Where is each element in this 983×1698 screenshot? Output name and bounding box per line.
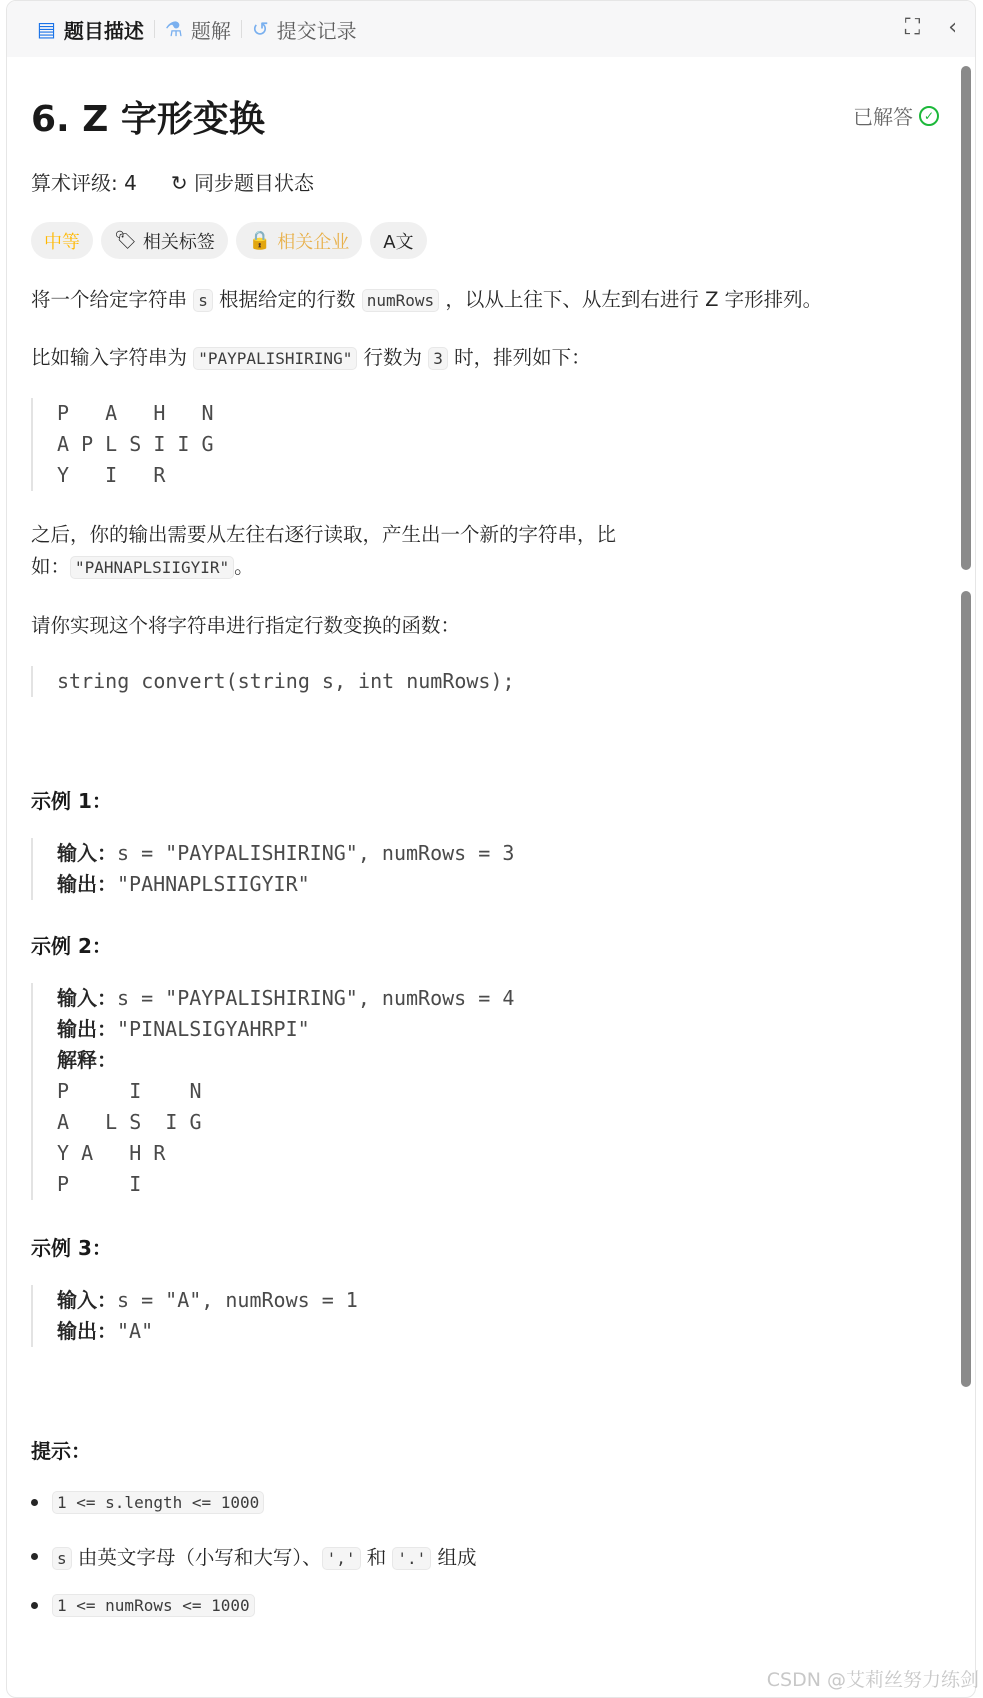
description-paragraph: 比如输入字符串为 "PAYPALISHIRING" 行数为 3 时，排列如下： (31, 346, 591, 369)
tab-description[interactable]: ▤ 题目描述 (37, 17, 144, 43)
refresh-icon: ↻ (170, 171, 194, 195)
companies-tag-button[interactable]: 🔒 相关企业 (236, 222, 362, 259)
rating: 算术评级: 4 (31, 171, 137, 195)
description-paragraph: 请你实现这个将字符串进行指定行数变换的函数： (31, 614, 461, 637)
tab-submissions[interactable]: ↺ 提交记录 (251, 17, 357, 43)
example-block: 输入：s = "PAYPALISHIRING", numRows = 4 输出："PINALSIGYAHRPI" 解释： P I N A L S I G Y A H R P I (31, 983, 514, 1200)
list-item: 1 <= numRows <= 1000 (31, 1594, 255, 1617)
description-icon: ▤ (37, 17, 56, 41)
page-title: 6. Z 字形变换 (31, 99, 265, 140)
fullscreen-icon[interactable]: ⛶ (904, 15, 921, 40)
lock-icon: 🔒 (248, 230, 272, 251)
description-paragraph: 将一个给定字符串 s 根据给定的行数 numRows ，以从上往下、从左到右进行 Z 字形排列。 (31, 288, 823, 311)
tab-bar (7, 1, 975, 57)
scrollbar-thumb[interactable] (961, 591, 971, 1387)
history-icon: ↺ (251, 17, 269, 41)
tag-icon: 🏷 (114, 230, 137, 251)
check-icon: ✓ (919, 106, 939, 126)
collapse-icon[interactable]: ‹ (948, 15, 957, 40)
example-title: 示例 2： (31, 934, 112, 958)
function-signature: string convert(string s, int numRows); (31, 666, 515, 697)
flask-icon: ⚗ (164, 17, 183, 41)
difficulty-tag[interactable]: 中等 (31, 222, 93, 259)
sync-status-button[interactable]: ↻ 同步题目状态 (170, 171, 314, 195)
list-item: 1 <= s.length <= 1000 (31, 1491, 264, 1514)
zigzag-grid: P A H N A P L S I I G Y I R (31, 398, 214, 491)
tag-row (31, 222, 427, 259)
example-block: 输入：s = "A", numRows = 1 输出："A" (31, 1285, 358, 1347)
scrollbar-thumb[interactable] (961, 66, 971, 570)
tab-solutions[interactable]: ⚗ 题解 (164, 17, 231, 43)
watermark: CSDN @艾莉丝努力练剑 (766, 1669, 979, 1691)
problem-panel (6, 0, 976, 1698)
meta-row (31, 167, 314, 196)
translate-icon: A文 (383, 231, 414, 253)
example-title: 示例 1： (31, 789, 112, 813)
topics-tag-button[interactable]: 🏷 相关标签 (101, 222, 228, 259)
example-block: 输入：s = "PAYPALISHIRING", numRows = 3 输出："PAHNAPLSIIGYIR" (31, 838, 514, 900)
translate-button[interactable] (370, 222, 426, 259)
description-paragraph: 之后，你的输出需要从左往右逐行读取，产生出一个新的字符串，比 如： "PAHNAPLSIIGYIR" 。 (31, 523, 617, 578)
list-item: s 由英文字母（小写和大写）、 ',' 和 '.' 组成 (31, 1542, 477, 1570)
example-title: 示例 3： (31, 1236, 112, 1260)
status-badge: 已解答 ✓ (853, 101, 939, 130)
constraints-title: 提示： (31, 1439, 91, 1463)
